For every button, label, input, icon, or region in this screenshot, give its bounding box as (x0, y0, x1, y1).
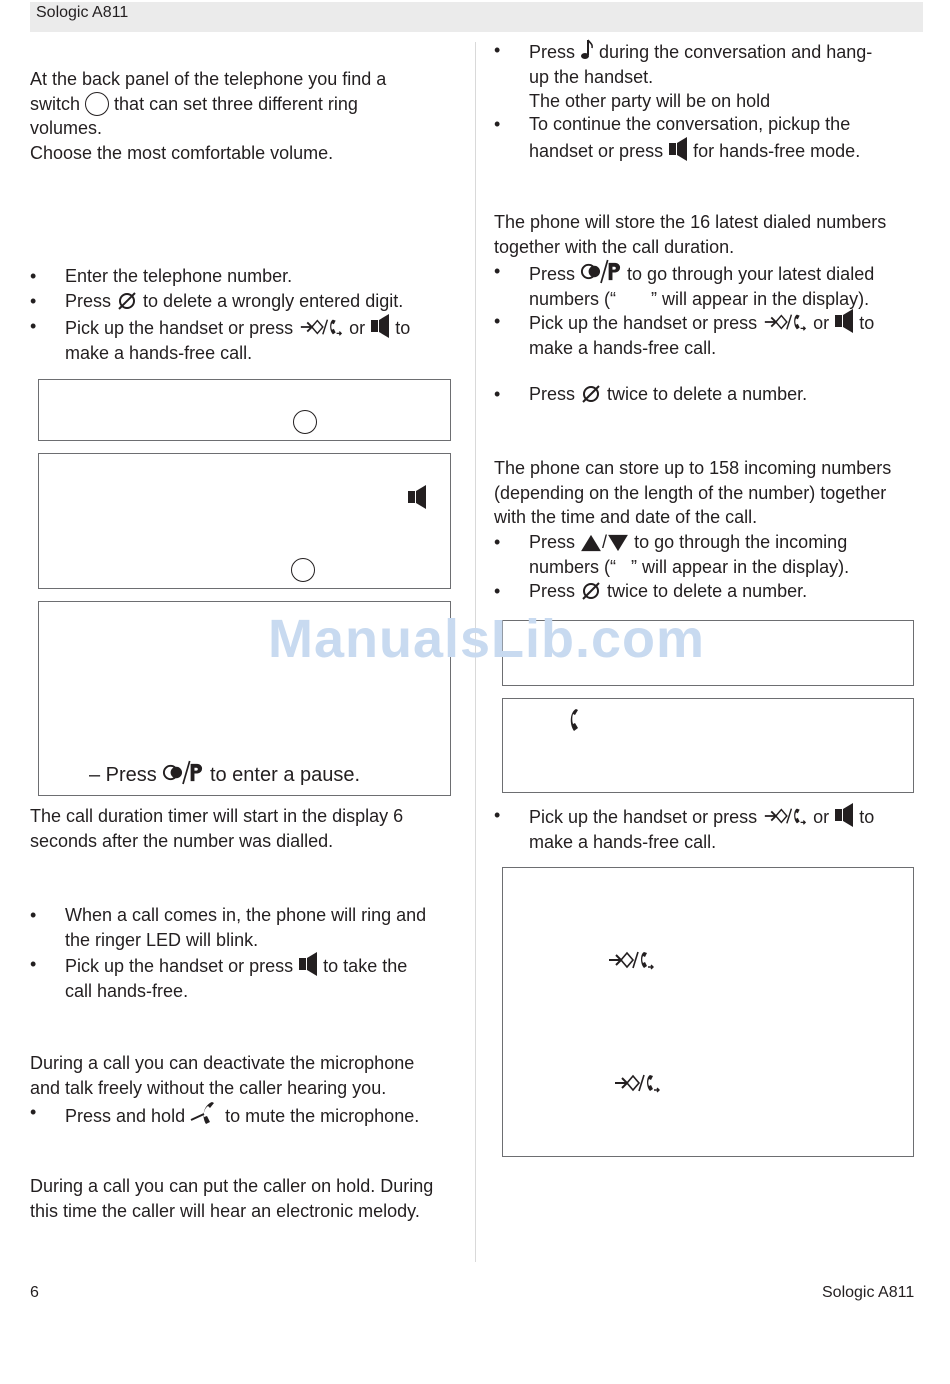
mute-paragraph (30, 1051, 414, 1100)
paragraph-line: (depending on the length of the number) together (494, 482, 887, 503)
ring-intro-line: switch that can set three different ring (30, 93, 358, 114)
caller-id-paragraph (494, 456, 891, 530)
list-item-text: Press and hold to mute the microphone. (65, 1100, 419, 1129)
paragraph-line: together with the call duration. (494, 236, 735, 257)
display-frame (502, 698, 914, 793)
music-note-icon (580, 38, 594, 62)
bullet: • (30, 266, 37, 286)
ring-intro-line: Choose the most comfortable volume. (30, 142, 334, 163)
list-item-text: Enter the telephone number. (65, 266, 293, 286)
bullet: • (30, 291, 37, 311)
list-item-text: Press twice to delete a number. (529, 581, 808, 601)
bullet: • (494, 384, 501, 404)
paragraph-line: seconds after the number was dialled. (30, 830, 334, 851)
bullet: • (494, 114, 501, 134)
circle-switch-icon (293, 410, 317, 434)
header-bar (30, 2, 923, 32)
delete-icon (580, 382, 602, 404)
ring-intro-line: At the back panel of the telephone you find a (30, 69, 387, 89)
bullet: • (30, 905, 37, 925)
up-arrow-icon (580, 534, 602, 552)
redial-pause-icon (580, 259, 622, 284)
paragraph-line: and talk freely without the caller hearing you. (30, 1077, 387, 1098)
hold-paragraph (30, 1174, 433, 1223)
list-item-text: Pick up the handset or press or to make a hands-free call. (65, 314, 410, 365)
circle-switch-icon (85, 92, 109, 116)
delete-icon (580, 579, 602, 601)
bullet: • (494, 261, 501, 281)
speaker-icon (834, 803, 854, 827)
down-arrow-icon (607, 534, 629, 552)
list-item-text: Pick up the handset or press or to make a hands-free call. (529, 803, 874, 854)
handset-icon (565, 708, 581, 732)
speaker-icon (298, 952, 318, 976)
delete-icon (116, 289, 138, 311)
list-item-text: Press to go through your latest dialed numbers (“ ” will appear in the display). (529, 259, 874, 311)
paragraph-line: During a call you can put the caller on hold. During (30, 1176, 434, 1196)
speaker-icon (668, 137, 688, 161)
list-item-text: Press twice to delete a number. (529, 384, 808, 404)
speaker-icon (407, 485, 427, 509)
bullet: • (494, 40, 501, 60)
bullet: • (30, 954, 37, 974)
paragraph-line: with the time and date of the call. (494, 507, 758, 528)
list-item-text: Press to delete a wrongly entered digit. (65, 291, 404, 311)
list-item-text: Pick up the handset or press to take the call hands-free. (65, 952, 407, 1003)
display-frame (38, 453, 451, 589)
display-frame (502, 867, 914, 1157)
list-item-text: Pick up the handset or press or to make a hands-free call. (529, 309, 874, 360)
paragraph-line: The phone can store up to 158 incoming numbers (494, 458, 892, 478)
circle-switch-icon (291, 558, 315, 582)
header-title: Sologic A811 (36, 4, 129, 21)
paragraph-line: During a call you can deactivate the microphone (30, 1053, 415, 1073)
timer-paragraph (30, 804, 403, 853)
bullet: • (494, 311, 501, 331)
line-handset-icon (613, 1071, 661, 1095)
bullet: • (494, 581, 501, 601)
list-item-text: Press during the conversation and hang- up the handset. The other party will be on hold (529, 38, 872, 114)
redial-paragraph (494, 210, 886, 259)
speaker-icon (370, 314, 390, 338)
line-handset-icon (298, 316, 344, 338)
bullet: • (494, 532, 501, 552)
pause-instruction: – Press to enter a pause. (89, 760, 360, 787)
ring-intro-line: volumes. (30, 118, 103, 139)
bullet: • (494, 805, 501, 825)
line-handset-icon (607, 948, 655, 972)
bullet: • (30, 316, 37, 336)
list-item-text: Press / to go through the incoming numbers (“ ” will appear in the display). (529, 532, 850, 577)
list-item-text: When a call comes in, the phone will ring and the ringer LED will blink. (65, 905, 427, 950)
page-number: 6 (30, 1284, 39, 1301)
list-item-text: To continue the conversation, pickup the handset or press for hands-free mode. (529, 114, 861, 161)
redial-pause-icon (162, 760, 204, 785)
ring-volume-paragraph (30, 67, 386, 165)
paragraph-line: this time the caller will hear an electronic melody. (30, 1200, 420, 1221)
mute-handset-icon (190, 1100, 220, 1126)
footer-model: Sologic A811 (822, 1284, 915, 1301)
watermark: ManualsLib.com (268, 609, 706, 669)
paragraph-line: The phone will store the 16 latest dialed numbers (494, 212, 887, 232)
line-handset-icon (762, 311, 808, 333)
display-frame (38, 379, 451, 441)
speaker-icon (834, 309, 854, 333)
bullet: • (30, 1102, 37, 1122)
paragraph-line: The call duration timer will start in the display 6 (30, 806, 404, 826)
line-handset-icon (762, 805, 808, 827)
